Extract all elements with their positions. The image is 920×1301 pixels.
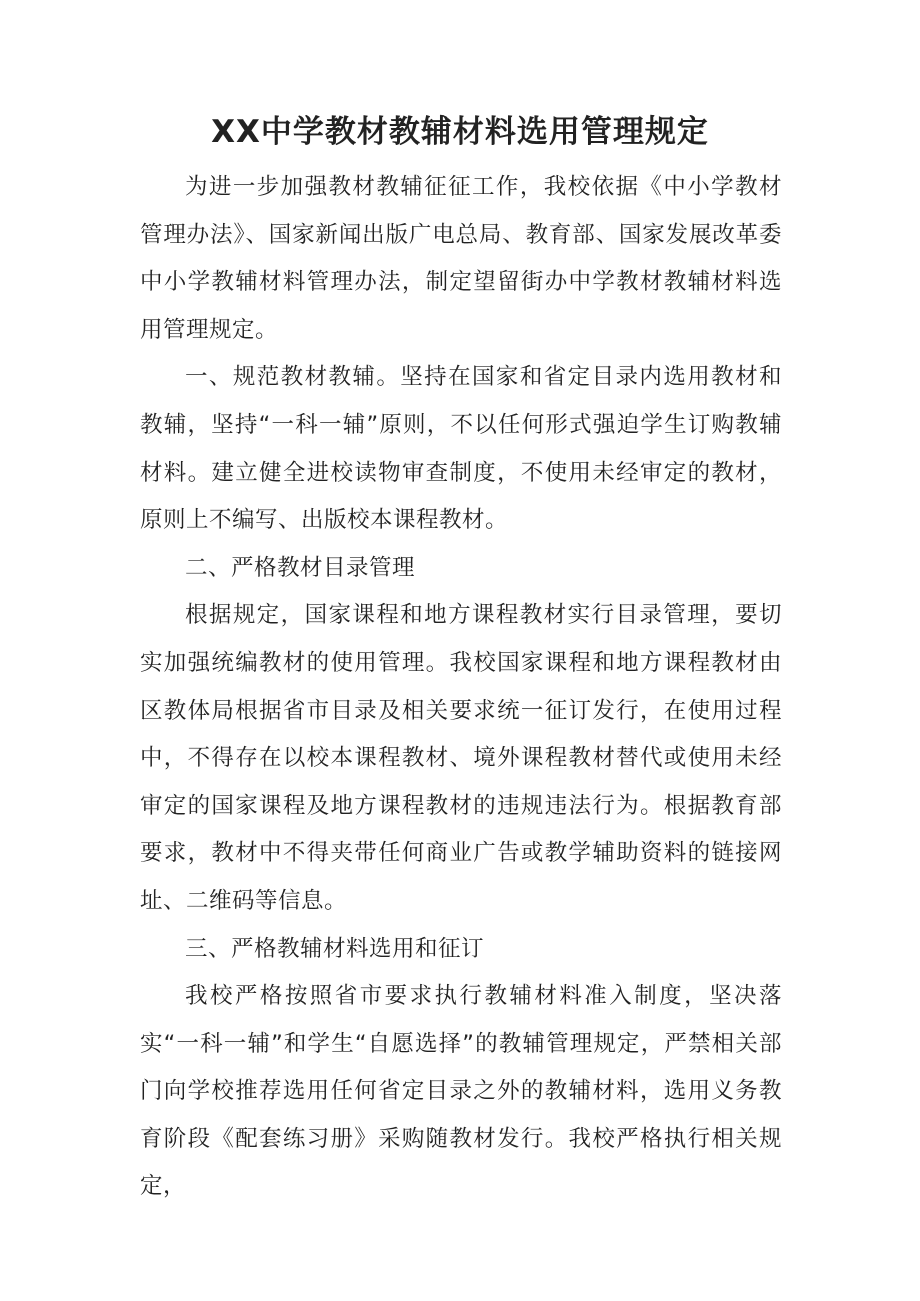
- section-2-paragraph: 根据规定，国家课程和地方课程教材实行目录管理，要切实加强统编教材的使用管理。我校国家课程和地方课程教材由区教体局根据省市目录及相关要求统一征订发行，在使用过程中，不得存在以校本课程教材、境外课程教材替代或使用未经审定的国家课程及地方课程教材的违规违法行为。根据教育部要求，教材中不得夹带任何商业广告或教学辅助资料的链接网址、二维码等信息。: [140, 602, 782, 914]
- section-1-paragraph: 一、规范教材教辅。坚持在国家和省定目录内选用教材和教辅，坚持“一科一辅”原则，不以任何形式强迫学生订购教辅材料。建立健全进校读物审查制度，不使用未经审定的教材，原则上不编写、出版校本课程教材。: [140, 364, 782, 534]
- document-body: [140, 164, 782, 1211]
- section-3-paragraph: 我校严格按照省市要求执行教辅材料准入制度，坚决落实“一科一辅”和学生“自愿选择”的教辅管理规定，严禁相关部门向学校推荐选用任何省定目录之外的教辅材料，选用义务教育阶段《配套练习册》采购随教材发行。我校严格执行相关规定，: [140, 983, 782, 1200]
- document-title: XX中学教材教辅材料选用管理规定: [211, 114, 709, 150]
- section-2-heading: 二、严格教材目录管理: [185, 554, 416, 581]
- intro-paragraph: 为进一步加强教材教辅征征工作，我校依据《中小学教材管理办法》、国家新闻出版广电总局、教育部、国家发展改革委中小学教辅材料管理办法，制定望留街办中学教材教辅材料选用管理规定。: [140, 174, 782, 343]
- section-3-heading: 三、严格教辅材料选用和征订: [185, 935, 485, 962]
